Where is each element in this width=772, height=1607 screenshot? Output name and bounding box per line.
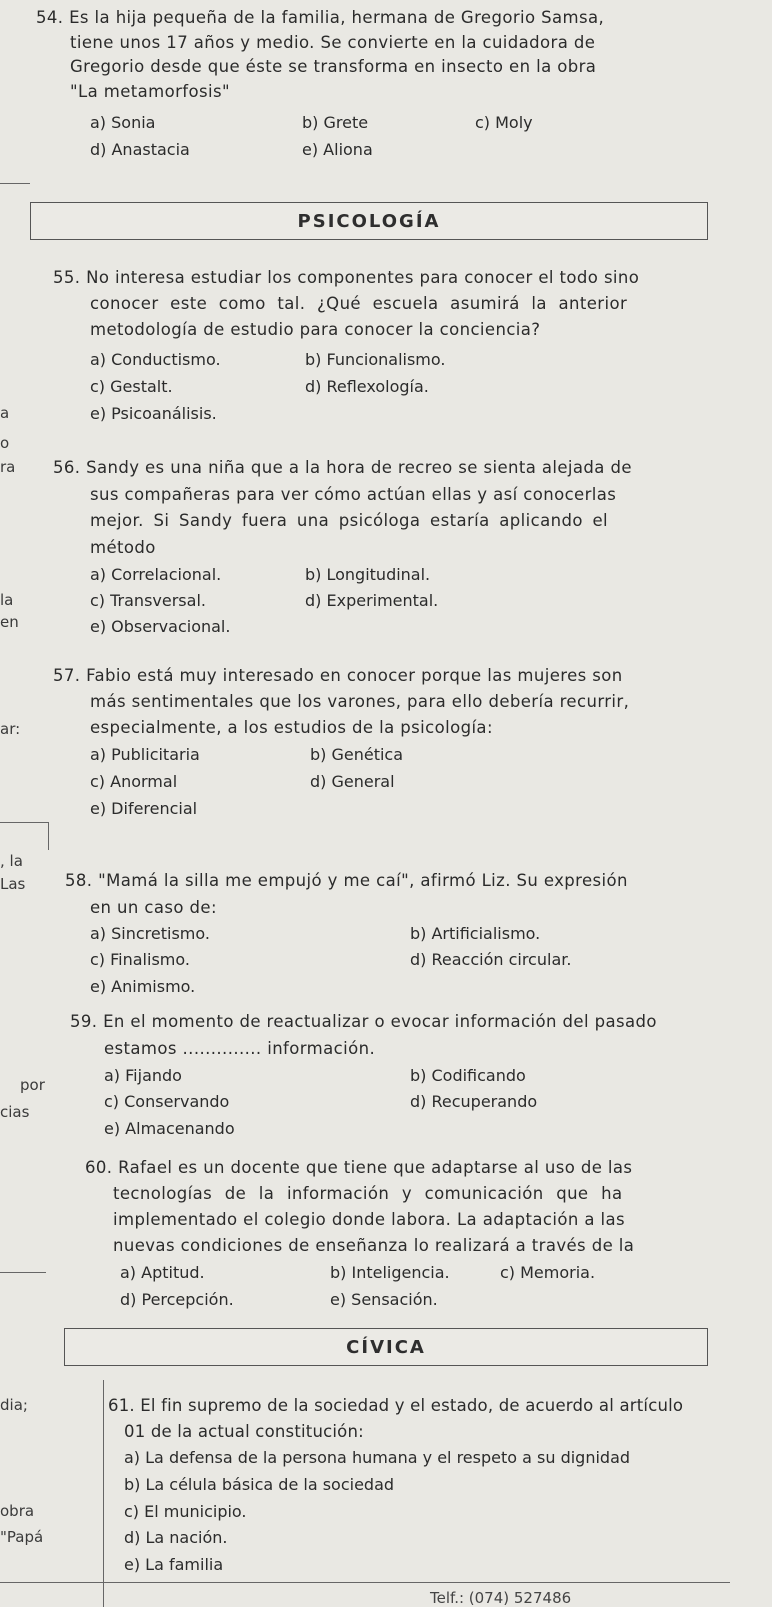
- margin-box-side: [48, 822, 49, 850]
- margin-fragment: en: [0, 613, 19, 631]
- q60-option-a: a) Aptitud.: [120, 1263, 205, 1282]
- q57-option-e: e) Diferencial: [90, 799, 198, 818]
- margin-fragment: ra: [0, 458, 16, 476]
- q54-option-b: b) Grete: [302, 113, 369, 132]
- q58-option-d: d) Reacción circular.: [410, 950, 572, 969]
- margin-fragment: , la: [0, 852, 23, 870]
- q59-option-d: d) Recuperando: [410, 1092, 538, 1111]
- q61-line-1: 61. El fin supremo de la sociedad y el estado, de acuerdo al artículo: [108, 1396, 684, 1415]
- q61-option-d: d) La nación.: [124, 1528, 228, 1547]
- q55-option-a: a) Conductismo.: [90, 350, 221, 369]
- q56-option-a: a) Correlacional.: [90, 565, 222, 584]
- q55-option-e: e) Psicoanálisis.: [90, 404, 217, 423]
- q57-line-2: más sentimentales que los varones, para ello debería recurrir,: [90, 692, 630, 711]
- q59-option-a: a) Fijando: [104, 1066, 182, 1085]
- q54-option-c: c) Moly: [475, 113, 533, 132]
- q58-option-c: c) Finalismo.: [90, 950, 190, 969]
- q58-line-1: 58. "Mamá la silla me empujó y me caí", afirmó Liz. Su expresión: [65, 871, 628, 890]
- section-header-civica: [64, 1328, 708, 1366]
- q58-option-b: b) Artificialismo.: [410, 924, 541, 943]
- q59-option-b: b) Codificando: [410, 1066, 526, 1085]
- section-title-civica: CÍVICA: [346, 1336, 426, 1358]
- q55-line-3: metodología de estudio para conocer la conciencia?: [90, 320, 541, 339]
- q59-option-c: c) Conservando: [104, 1092, 230, 1111]
- q56-option-e: e) Observacional.: [90, 617, 231, 636]
- q54-line-1: 54. Es la hija pequeña de la familia, hermana de Gregorio Samsa,: [36, 8, 605, 27]
- q54-option-d: d) Anastacia: [90, 140, 190, 159]
- q60-line-3: implementado el colegio donde labora. La adaptación a las: [113, 1210, 625, 1229]
- q61-option-b: b) La célula básica de la sociedad: [124, 1475, 395, 1494]
- bottom-rule: [0, 1582, 730, 1583]
- q54-option-a: a) Sonia: [90, 113, 156, 132]
- section-header-psicologia: [30, 202, 708, 240]
- q56-option-b: b) Longitudinal.: [305, 565, 431, 584]
- margin-fragment: Las: [0, 875, 26, 893]
- margin-fragment: por: [20, 1076, 45, 1094]
- q55-option-b: b) Funcionalismo.: [305, 350, 446, 369]
- q56-line-1: 56. Sandy es una niña que a la hora de recreo se sienta alejada de: [53, 458, 632, 477]
- q54-line-2: tiene unos 17 años y medio. Se convierte en la cuidadora de: [70, 33, 596, 52]
- q61-option-c: c) El municipio.: [124, 1502, 247, 1521]
- q61-option-e: e) La familia: [124, 1555, 224, 1574]
- margin-fragment: "Papá: [0, 1528, 44, 1546]
- q55-line-1: 55. No interesa estudiar los componentes para conocer el todo sino: [53, 268, 640, 287]
- q55-line-2: conocer este como tal. ¿Qué escuela asumirá la anterior: [90, 294, 628, 313]
- q55-option-d: d) Reflexología.: [305, 377, 429, 396]
- q60-option-e: e) Sensación.: [330, 1290, 438, 1309]
- left-rule: [0, 1272, 46, 1273]
- q56-option-c: c) Transversal.: [90, 591, 206, 610]
- q57-option-a: a) Publicitaria: [90, 745, 200, 764]
- q55-option-c: c) Gestalt.: [90, 377, 173, 396]
- q60-option-c: c) Memoria.: [500, 1263, 596, 1282]
- column-divider: [103, 1380, 104, 1607]
- q56-line-3: mejor. Si Sandy fuera una psicóloga estaría aplicando el: [90, 511, 609, 530]
- margin-fragment: ar:: [0, 720, 21, 738]
- q54-line-4: "La metamorfosis": [70, 82, 230, 101]
- q56-line-4: método: [90, 538, 156, 557]
- margin-fragment: a: [0, 404, 10, 422]
- q54-line-3: Gregorio desde que éste se transforma en insecto en la obra: [70, 57, 597, 76]
- left-rule: [0, 183, 30, 184]
- q59-option-e: e) Almacenando: [104, 1119, 235, 1138]
- margin-fragment: obra: [0, 1502, 35, 1520]
- q60-option-b: b) Inteligencia.: [330, 1263, 450, 1282]
- margin-fragment: o: [0, 434, 10, 452]
- q59-line-2: estamos .............. información.: [104, 1039, 376, 1058]
- q58-option-a: a) Sincretismo.: [90, 924, 210, 943]
- margin-box-top: [0, 822, 48, 823]
- q59-line-1: 59. En el momento de reactualizar o evocar información del pasado: [70, 1012, 657, 1031]
- q57-option-d: d) General: [310, 772, 395, 791]
- q61-line-2: 01 de la actual constitución:: [124, 1422, 364, 1441]
- q60-line-4: nuevas condiciones de enseñanza lo realizará a través de la: [113, 1236, 635, 1255]
- q60-line-1: 60. Rafael es un docente que tiene que adaptarse al uso de las: [85, 1158, 633, 1177]
- margin-fragment: cias: [0, 1103, 30, 1121]
- footer-phone: Telf.: (074) 527486: [430, 1589, 572, 1607]
- q57-line-1: 57. Fabio está muy interesado en conocer porque las mujeres son: [53, 666, 623, 685]
- q58-line-2: en un caso de:: [90, 898, 217, 917]
- q57-line-3: especialmente, a los estudios de la psicología:: [90, 718, 493, 737]
- q60-option-d: d) Percepción.: [120, 1290, 234, 1309]
- section-title-psicologia: PSICOLOGÍA: [297, 210, 441, 232]
- margin-fragment: dia;: [0, 1396, 28, 1414]
- q56-option-d: d) Experimental.: [305, 591, 439, 610]
- q58-option-e: e) Animismo.: [90, 977, 196, 996]
- q60-line-2: tecnologías de la información y comunicación que ha: [113, 1184, 623, 1203]
- q57-option-b: b) Genética: [310, 745, 404, 764]
- q54-option-e: e) Aliona: [302, 140, 373, 159]
- q61-option-a: a) La defensa de la persona humana y el respeto a su dignidad: [124, 1448, 631, 1467]
- margin-fragment: la: [0, 591, 14, 609]
- q56-line-2: sus compañeras para ver cómo actúan ellas y así conocerlas: [90, 485, 617, 504]
- q57-option-c: c) Anormal: [90, 772, 178, 791]
